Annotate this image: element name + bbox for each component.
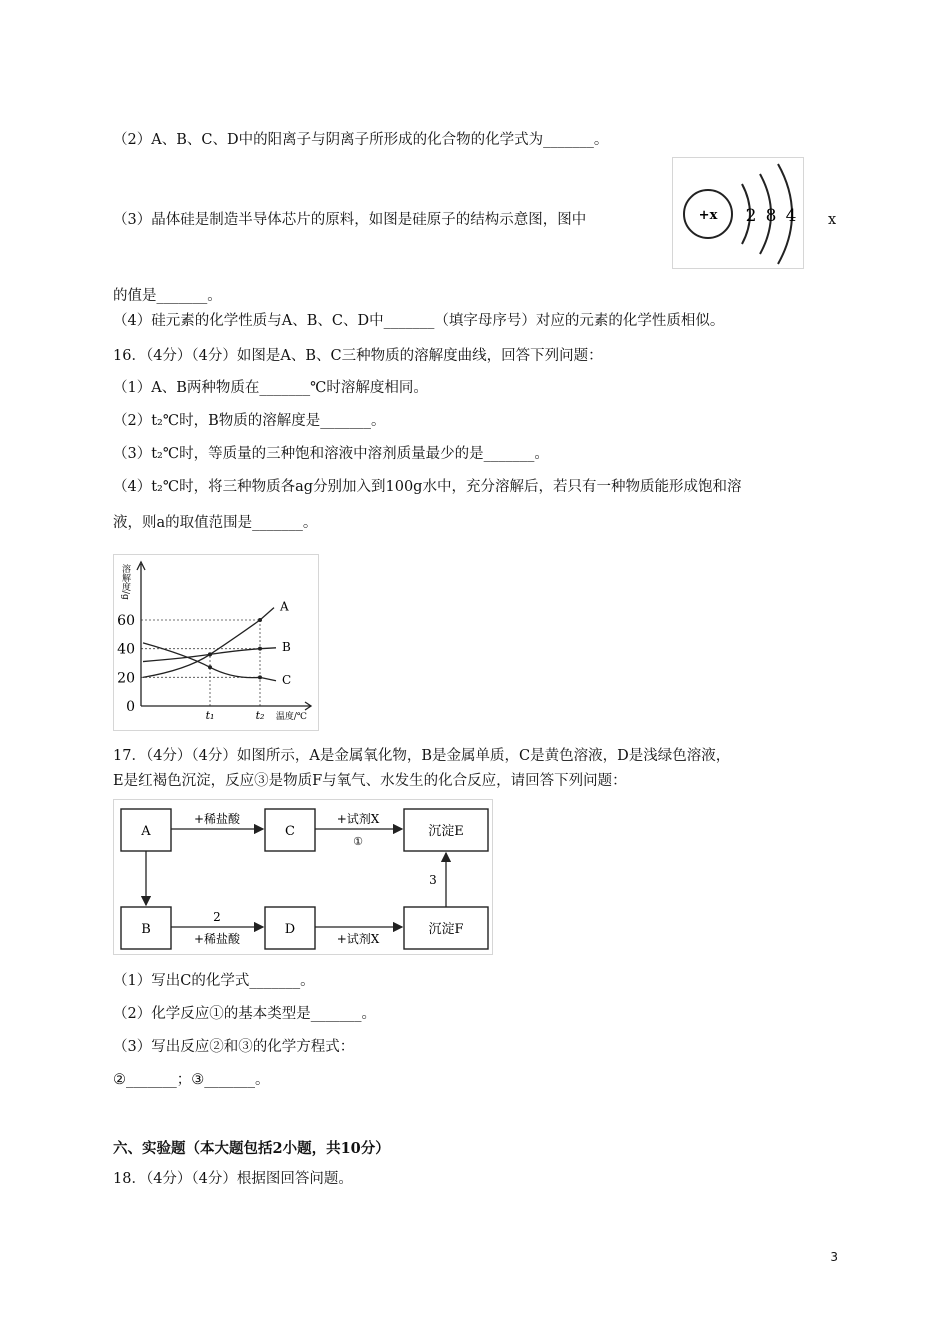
arrow-c-to-e-label: +试剂X	[336, 812, 380, 826]
x-tick-label: t₂	[255, 709, 265, 722]
series-label-a: A	[280, 599, 289, 614]
arrow-a-to-c-label: +稀盐酸	[193, 812, 241, 826]
box-a-label: A	[141, 824, 151, 839]
q17-part2: （2）化学反应①的基本类型是_______。	[113, 1006, 376, 1022]
q16-part4-line2: 液，则a的取值范围是_______。	[113, 515, 318, 531]
series-point-c	[208, 665, 212, 669]
x-axis-label: 温度/℃	[275, 712, 307, 722]
series-label-b: B	[282, 639, 291, 654]
q15-part3-x: x	[828, 212, 837, 228]
series-label-c: C	[282, 672, 292, 687]
q15-part2: （2）A、B、C、D中的阳离子与阴离子所形成的化合物的化学式为_______。	[113, 132, 609, 148]
series-point-a	[258, 618, 262, 622]
box-c-label: C	[285, 824, 295, 839]
box-f-label: 沉淀F	[428, 922, 464, 937]
q16-part4-line1: （4）t₂℃时，将三种物质各ag分别加入到100g水中，充分溶解后，若只有一种物质能形成饱和溶	[113, 479, 742, 495]
q17-part3: （3）写出反应②和③的化学方程式：	[113, 1039, 355, 1055]
series-point-b	[208, 652, 212, 656]
q18-stem: 18．（4分）（4分）根据图回答问题。	[113, 1171, 353, 1187]
arrow-d-to-f-label: +试剂X	[336, 932, 380, 946]
series-point-b	[258, 647, 262, 651]
silicon-atom-diagram	[672, 157, 804, 269]
page-number: 3	[830, 1250, 838, 1264]
solubility-chart	[113, 554, 319, 731]
y-tick-label: 0	[126, 699, 135, 715]
q16-part2: （2）t₂℃时，B物质的溶解度是_______。	[113, 413, 386, 429]
q17-stem-line2: E是红褐色沉淀，反应③是物质F与氧气、水发生的化合反应，请回答下列问题：	[113, 773, 627, 789]
box-b-label: B	[141, 922, 151, 937]
x-tick-label: t₁	[205, 709, 215, 722]
box-d-label: D	[284, 922, 296, 937]
box-e-label: 沉淀E	[428, 824, 464, 839]
q16-part3: （3）t₂℃时，等质量的三种饱和溶液中溶剂质量最少的是_______。	[113, 446, 549, 462]
q17-part3-answers: ②_______；③_______。	[113, 1072, 270, 1088]
y-tick-label: 60	[117, 613, 135, 629]
section-6-heading: 六、实验题（本大题包括2小题，共10分）	[113, 1140, 390, 1157]
shell-count-1: 2	[745, 206, 757, 226]
series-tail-b	[260, 648, 276, 649]
y-axis-label: 溶解度/g	[120, 564, 130, 600]
series-tail-c	[260, 677, 276, 680]
arrow-b-to-d-label: +稀盐酸	[193, 932, 241, 946]
nucleus-label: +x	[698, 208, 718, 223]
y-tick-label: 40	[117, 641, 135, 658]
q17-stem-line1: 17．（4分）（4分）如图所示，A是金属氧化物，B是金属单质，C是黄色溶液，D是浅绿色溶液，	[113, 748, 731, 764]
y-tick-label: 20	[117, 670, 135, 687]
series-tail-a	[260, 608, 274, 620]
q15-part3-answer: 的值是_______。	[113, 288, 222, 304]
q15-part4: （4）硅元素的化学性质与A、B、C、D中_______（填字母序号）对应的元素的化学性质相似。	[113, 313, 725, 329]
reaction-flowchart	[113, 799, 493, 955]
q17-part1: （1）写出C的化学式_______。	[113, 973, 315, 989]
shell-count-3: 4	[785, 206, 797, 226]
q16-part1: （1）A、B两种物质在_______℃时溶解度相同。	[113, 380, 428, 396]
arrow-f-to-e-number: 3	[429, 873, 437, 887]
arrow-b-to-d-number: 2	[213, 910, 221, 924]
arrow-c-to-e-number: ①	[353, 835, 363, 848]
shell-count-2: 8	[765, 206, 777, 226]
series-point-c	[258, 675, 262, 679]
q15-part3-text: （3）晶体硅是制造半导体芯片的原料，如图是硅原子的结构示意图，图中	[113, 212, 587, 228]
q16-stem: 16．（4分）（4分）如图是A、B、C三种物质的溶解度曲线，回答下列问题：	[113, 348, 603, 364]
